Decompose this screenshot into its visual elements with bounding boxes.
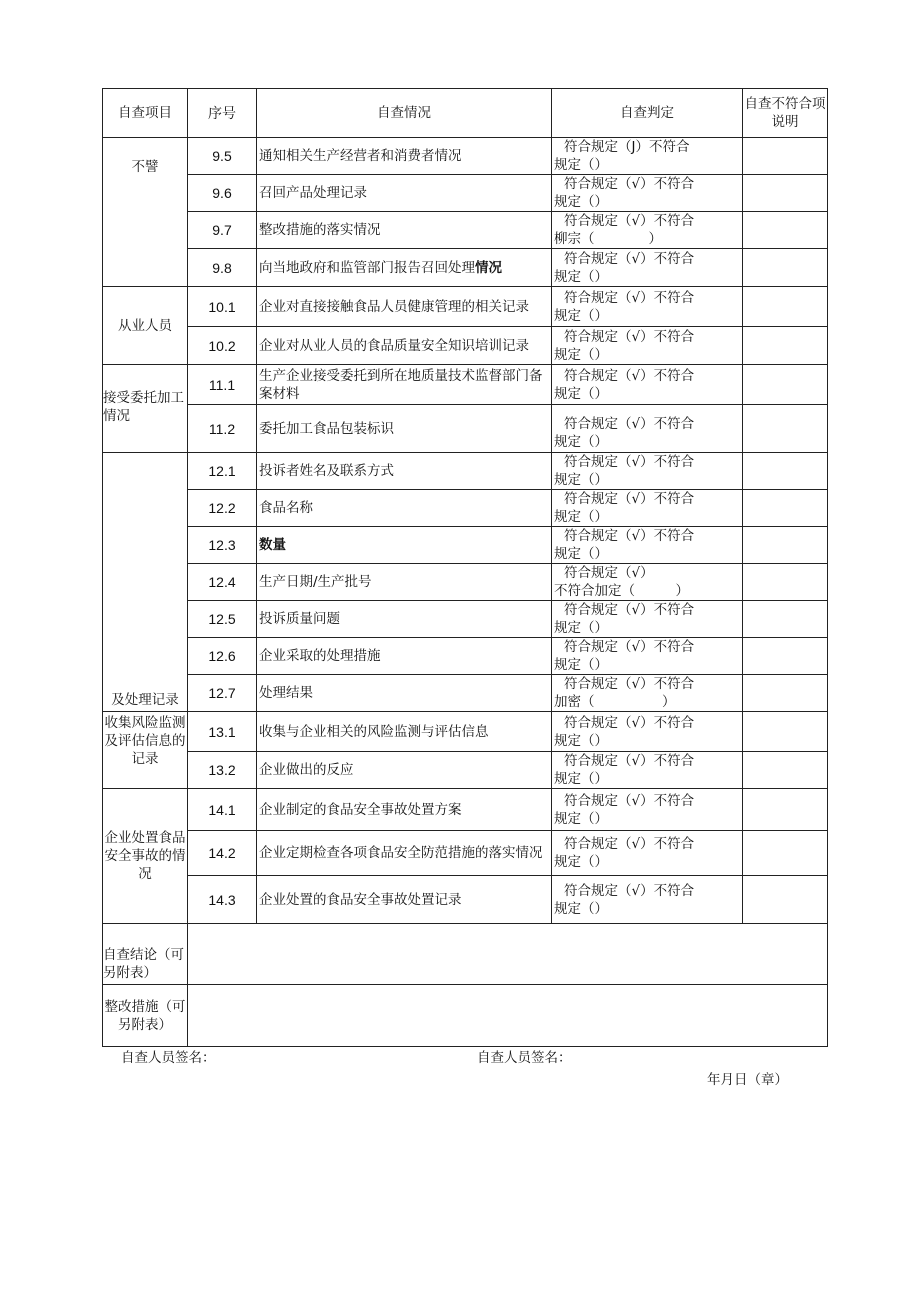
row-note[interactable]: [743, 675, 828, 712]
row-text: 向当地政府和监管部门报告召回处理情况: [257, 249, 552, 287]
row-text: 企业对从业人员的食品质量安全知识培训记录: [257, 327, 552, 365]
table-row: [103, 453, 828, 490]
rectify-field[interactable]: [188, 985, 828, 1047]
row-judgment: 符合规定（√）不符合 规定（）: [552, 365, 743, 405]
row-text: 通知相关生产经营者和消费者情况: [257, 138, 552, 175]
conclusion-field[interactable]: [188, 924, 828, 985]
row-note[interactable]: [743, 287, 828, 327]
row-seq: 11.1: [188, 365, 257, 405]
row-note[interactable]: [743, 527, 828, 564]
row-seq: 10.1: [188, 287, 257, 327]
table-row: [103, 212, 828, 249]
row-text: 企业制定的食品安全事故处置方案: [257, 789, 552, 831]
row-judgment: 符合规定（√）不符合 规定（）: [552, 712, 743, 752]
table-row: [103, 831, 828, 876]
row-seq: 12.2: [188, 490, 257, 527]
self-inspection-table: [102, 88, 828, 1047]
table-row: [103, 638, 828, 675]
row-note[interactable]: [743, 712, 828, 752]
header-category: 自查项目: [103, 89, 188, 138]
row-text: 生产日期/生产批号: [257, 564, 552, 601]
row-seq: 12.7: [188, 675, 257, 712]
date-seal-label: 年月日（章）: [707, 1072, 788, 1088]
table-row: [103, 490, 828, 527]
row-judgment: 符合规定（√）不符合 规定（）: [552, 175, 743, 212]
row-note[interactable]: [743, 365, 828, 405]
row-note[interactable]: [743, 453, 828, 490]
table-row: [103, 249, 828, 287]
row-seq: 13.1: [188, 712, 257, 752]
group-label-9: 不譬: [103, 138, 188, 287]
row-text: 投诉质量问题: [257, 601, 552, 638]
row-judgment: 符合规定（√）不符合 规定（）: [552, 327, 743, 365]
row-judgment: 符合规定（J）不符合 规定（）: [552, 138, 743, 175]
row-judgment: 符合规定（√）不符合 规定（）: [552, 831, 743, 876]
conclusion-label: 自查结论（可另附表）: [103, 924, 188, 985]
row-judgment: 符合规定（√） 不符合加定（ ）: [552, 564, 743, 601]
table-row: [103, 287, 828, 327]
table-row: [103, 564, 828, 601]
row-judgment: 符合规定（√）不符合 规定（）: [552, 249, 743, 287]
row-judgment: 符合规定（√）不符合 规定（）: [552, 789, 743, 831]
group-label-11: 接受委托加工情况: [103, 365, 188, 453]
row-note[interactable]: [743, 249, 828, 287]
conclusion-row: [103, 924, 828, 985]
row-text: 企业对直接接触食品人员健康管理的相关记录: [257, 287, 552, 327]
row-note[interactable]: [743, 831, 828, 876]
row-seq: 14.2: [188, 831, 257, 876]
row-text: 收集与企业相关的风险监测与评估信息: [257, 712, 552, 752]
group-label-14: 企业处置食品安全事故的情况: [103, 789, 188, 924]
row-note[interactable]: [743, 638, 828, 675]
row-note[interactable]: [743, 789, 828, 831]
row-seq: 9.6: [188, 175, 257, 212]
row-judgment: 符合规定（√）不符合 规定（）: [552, 287, 743, 327]
row-text: 企业处置的食品安全事故处置记录: [257, 876, 552, 924]
sign-right-label: 自查人员签名：: [477, 1050, 572, 1066]
table-row: [103, 527, 828, 564]
row-seq: 12.6: [188, 638, 257, 675]
header-note: 自查不符合项说明: [743, 89, 828, 138]
row-seq: 13.2: [188, 752, 257, 789]
table-row: [103, 175, 828, 212]
row-judgment: 符合规定（√）不符合 规定（）: [552, 405, 743, 453]
header-situation: 自查情况: [257, 89, 552, 138]
table-row: [103, 789, 828, 831]
row-note[interactable]: [743, 138, 828, 175]
row-judgment: 符合规定（√）不符合 规定（）: [552, 876, 743, 924]
row-judgment: 符合规定（√）不符合 加密（ ）: [552, 675, 743, 712]
table-row: [103, 365, 828, 405]
row-seq: 14.3: [188, 876, 257, 924]
row-text: 食品名称: [257, 490, 552, 527]
row-note[interactable]: [743, 601, 828, 638]
table-row: [103, 675, 828, 712]
row-text: 企业做出的反应: [257, 752, 552, 789]
row-judgment: 符合规定（√）不符合 规定（）: [552, 490, 743, 527]
row-seq: 9.8: [188, 249, 257, 287]
table-row: [103, 601, 828, 638]
header-judgment: 自查判定: [552, 89, 743, 138]
row-note[interactable]: [743, 490, 828, 527]
row-text: 整改措施的落实情况: [257, 212, 552, 249]
row-text: 召回产品处理记录: [257, 175, 552, 212]
row-judgment: 符合规定（√）不符合 柳宗（ ）: [552, 212, 743, 249]
sign-left-label: 自查人员签名：: [121, 1050, 216, 1066]
row-text: 委托加工食品包装标识: [257, 405, 552, 453]
rectify-row: [103, 985, 828, 1047]
row-note[interactable]: [743, 876, 828, 924]
table-row: [103, 712, 828, 752]
row-note[interactable]: [743, 327, 828, 365]
row-text: 处理结果: [257, 675, 552, 712]
row-seq: 10.2: [188, 327, 257, 365]
table-row: [103, 138, 828, 175]
row-seq: 11.2: [188, 405, 257, 453]
header-seq: 序号: [188, 89, 257, 138]
group-label-10: 从业人员: [103, 287, 188, 365]
row-seq: 12.5: [188, 601, 257, 638]
row-seq: 9.7: [188, 212, 257, 249]
row-text: 投诉者姓名及联系方式: [257, 453, 552, 490]
row-note[interactable]: [743, 405, 828, 453]
table-header-row: [103, 89, 828, 138]
row-note[interactable]: [743, 752, 828, 789]
row-judgment: 符合规定（√）不符合 规定（）: [552, 752, 743, 789]
row-text: 企业采取的处理措施: [257, 638, 552, 675]
row-judgment: 符合规定（√）不符合 规定（）: [552, 453, 743, 490]
row-judgment: 符合规定（√）不符合 规定（）: [552, 601, 743, 638]
group-label-13: 收集风险监测及评估信息的记录: [103, 712, 188, 789]
row-seq: 12.3: [188, 527, 257, 564]
table-row: [103, 405, 828, 453]
row-text: 企业定期检查各项食品安全防范措施的落实情况: [257, 831, 552, 876]
rectify-label: 整改措施（可另附表）: [103, 985, 188, 1047]
table-row: [103, 327, 828, 365]
table-row: [103, 876, 828, 924]
row-note[interactable]: [743, 175, 828, 212]
row-note[interactable]: [743, 564, 828, 601]
row-seq: 12.4: [188, 564, 257, 601]
row-note[interactable]: [743, 212, 828, 249]
row-seq: 9.5: [188, 138, 257, 175]
row-seq: 12.1: [188, 453, 257, 490]
row-judgment: 符合规定（√）不符合 规定（）: [552, 638, 743, 675]
group-label-12: 及处理记录: [103, 453, 188, 712]
row-judgment: 符合规定（√）不符合 规定（）: [552, 527, 743, 564]
row-seq: 14.1: [188, 789, 257, 831]
row-text: 数量: [257, 527, 552, 564]
table-row: [103, 752, 828, 789]
row-text: 生产企业接受委托到所在地质量技术监督部门备案材料: [257, 365, 552, 405]
